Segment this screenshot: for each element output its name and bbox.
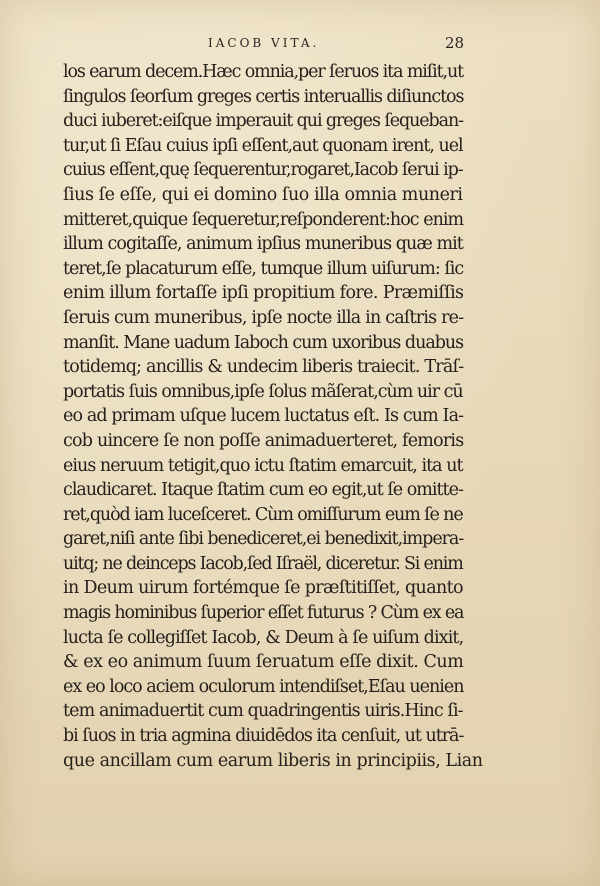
text-line: ex eo loco aciem oculorum intendiſset,Eſau uenien <box>63 676 464 697</box>
text-line: cuius eſſent,quę ſequerentur,rogaret,Iacob ſerui ip- <box>63 160 463 181</box>
text-line: manſit. Mane uadum Iaboch cum uxoribus duabus <box>63 332 464 353</box>
text-line: lucta ſe collegiſſet Iacob, & Deum à ſe uiſum dixit, <box>63 627 464 648</box>
text-line: portatis ſuis omnibus,ipſe ſolus mãſerat,cùm uir cū <box>63 381 463 402</box>
text-line: bi ſuos in tria agmina diuidēdos ita cenſuit, ut utrā- <box>63 726 464 747</box>
text-line: eius neruum tetigit,quo ictu ſtatim emarcuit, ita ut <box>63 455 463 476</box>
text-line: cob uincere ſe non poſſe animaduerteret, femoris <box>63 430 464 451</box>
running-head-title: IACOB VITA. <box>208 36 320 50</box>
text-line: uitq; ne deinceps Iacob,ſed Iſraël, diceretur. Si enim <box>63 553 463 574</box>
running-head <box>0 36 600 58</box>
body-text <box>63 60 483 773</box>
text-line: tem animaduertit cum quadringentis uiris.Hinc ſi- <box>63 701 463 722</box>
text-line: in Deum uirum fortémque ſe præſtitiſſet, quanto <box>63 578 463 599</box>
text-line: garet,niſi ante ſibi benediceret,ei benedixit,impera- <box>63 529 464 550</box>
page-number: 28 <box>445 34 465 52</box>
text-line: illum cogitaſſe, animum ipſius muneribus quæ mit <box>63 234 463 255</box>
text-line: los earum decem.Hæc omnia,per ſeruos ita miſit,ut <box>63 62 463 82</box>
text-line: ſingulos ſeorſum greges certis interuallis diſiunctos <box>63 86 464 107</box>
text-line: ret,quòd iam luceſceret. Cùm omiſſurum eum ſe ne <box>63 504 463 525</box>
text-line: duci iuberet:eiſque imperauit qui greges ſequeban- <box>63 111 463 132</box>
text-line: ſius ſe eſſe, qui ei domino ſuo illa omnia muneri <box>63 184 463 205</box>
text-line: claudicaret. Itaque ſtatim cum eo egit,ut ſe omitte- <box>63 480 463 501</box>
text-line: mitteret,quique ſequeretur,reſponderent:hoc enim <box>63 209 464 230</box>
text-line: que ancillam cum earum liberis in principiis, Lian <box>63 750 483 771</box>
text-line: enim illum fortaſſe ipſi propitium fore. Præmiſſis <box>63 283 464 304</box>
text-line: & ex eo animum ſuum ſeruatum eſſe dixit. Cum <box>63 652 464 673</box>
text-line: magis hominibus ſuperior eſſet futurus ? Cùm ex ea <box>63 603 464 624</box>
text-line: totidemq; ancillis & undecim liberis traiecit. Trāſ- <box>63 357 464 378</box>
text-line: tur,ut ſi Eſau cuius ipſi eſſent,aut quonam irent, uel <box>63 135 463 156</box>
text-line: eo ad primam uſque lucem luctatus eſt. Is cum Ia- <box>63 406 464 427</box>
text-line: teret,ſe placaturum eſſe, tumque illum uiſurum: ſic <box>63 258 464 279</box>
text-line: ſeruis cum muneribus, ipſe nocte illa in caſtris re- <box>63 307 464 328</box>
